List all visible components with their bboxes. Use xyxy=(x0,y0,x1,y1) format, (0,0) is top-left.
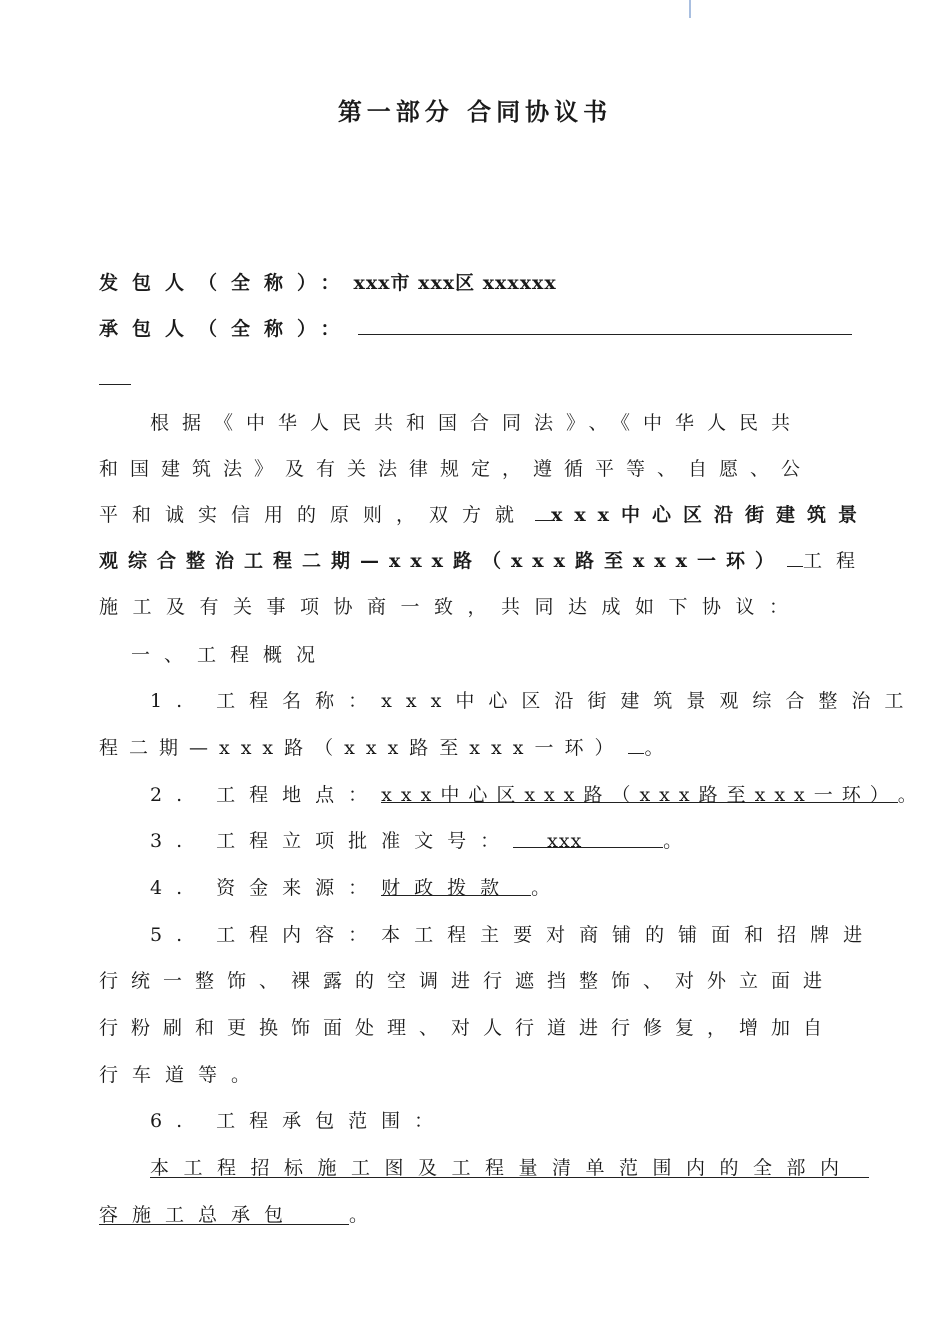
item-content-value: 行粉刷和更换饰面处理、对人行道进行修复，增加自 xyxy=(99,1017,836,1039)
period: 。 xyxy=(663,830,683,852)
intro-word: 工程 xyxy=(802,550,869,572)
period: 。 xyxy=(644,737,664,759)
item-location-value-field xyxy=(381,780,898,806)
item-content-line-1 xyxy=(150,920,877,950)
item-scope-label: 6. 工程承包范围： xyxy=(150,1110,448,1132)
item-name-label: 1. 工程名称： xyxy=(150,690,382,712)
item-content-line-4 xyxy=(99,1060,869,1090)
item-approval-label: 3. 工程立项批准文号： xyxy=(150,830,514,852)
employer-line xyxy=(99,268,869,298)
item-content-value: 行车道等。 xyxy=(99,1064,265,1086)
employer-label: 发包人（全称）： xyxy=(99,272,354,294)
item-location-line xyxy=(150,780,917,810)
intro-text: 施工及有关事项协商一致，共同达成如下协议： xyxy=(99,596,803,618)
item-content-value: 行统一整饰、裸露的空调进行遮挡整饰、对外立面进 xyxy=(99,970,836,992)
item-scope-value-cont: 容施工总承包 xyxy=(99,1204,298,1226)
item-scope-value-line-1 xyxy=(150,1153,869,1183)
contractor-line xyxy=(99,314,869,344)
blank-suffix xyxy=(787,552,803,567)
item-content-label: 5. 工程内容： xyxy=(150,924,382,946)
section-title: 一、工程概况 xyxy=(131,644,330,666)
blank-prefix xyxy=(535,506,551,521)
item-content-line-2 xyxy=(99,966,869,996)
contractor-blank-continuation xyxy=(99,366,131,385)
item-fund-value-field xyxy=(381,873,531,899)
item-name-line-1 xyxy=(150,686,918,716)
item-name-line-2 xyxy=(99,733,869,763)
item-scope-value-line-2 xyxy=(99,1200,869,1230)
intro-line-2 xyxy=(99,454,869,484)
item-approval-value: xxx xyxy=(547,830,583,852)
item-fund-line xyxy=(150,873,869,903)
contractor-label: 承包人（全称）： xyxy=(99,318,354,340)
project-name-part-2: 观综合整治工程二期—xxx路（xxx路至xxx一环） xyxy=(99,550,784,572)
intro-text: 根据《中华人民共和国合同法》、《中华人民共 xyxy=(150,412,804,434)
employer-value: xxx市 xxx区 xxxxxx xyxy=(353,272,557,294)
item-name-blank xyxy=(628,739,644,754)
intro-line-5 xyxy=(99,592,869,622)
item-content-line-3 xyxy=(99,1013,869,1043)
intro-text: 平和诚实信用的原则，双方就 xyxy=(99,504,529,526)
item-approval-line xyxy=(150,826,869,856)
project-name-part-1: xxx中心区沿街建筑景 xyxy=(551,504,869,526)
period: 。 xyxy=(897,784,917,806)
item-scope-line xyxy=(150,1106,869,1136)
item-location-value: xxx中心区xxx路（xxx路至xxx一环） xyxy=(381,784,898,806)
item-name-value-cont: 程二期—xxx路（xxx路至xxx一环） xyxy=(99,737,625,759)
page-title: 第一部分 合同协议书 xyxy=(337,97,613,126)
item-scope-value: 本工程招标施工图及工程量清单范围内的全部内 xyxy=(150,1157,854,1179)
item-scope-value-field xyxy=(150,1153,869,1178)
intro-line-1 xyxy=(150,408,869,438)
item-scope-value-field-cont xyxy=(99,1200,349,1225)
item-location-label: 2. 工程地点： xyxy=(150,784,382,806)
item-fund-value: 财政拨款 xyxy=(381,877,514,899)
intro-text-tail xyxy=(787,546,869,576)
period: 。 xyxy=(531,877,551,899)
item-content-value: 本工程主要对商铺的铺面和招牌进 xyxy=(381,924,877,946)
contractor-blank xyxy=(358,316,852,335)
item-approval-value-field xyxy=(513,826,663,852)
item-name-value: xxx中心区沿街建筑景观综合整治工 xyxy=(381,690,918,712)
section-heading xyxy=(131,640,901,670)
project-name-bold xyxy=(535,500,869,530)
intro-line-3 xyxy=(99,500,869,530)
period: 。 xyxy=(349,1204,369,1226)
intro-text: 和国建筑法》及有关法律规定，遵循平等、自愿、公 xyxy=(99,458,813,480)
item-fund-label: 4. 资金来源： xyxy=(150,877,382,899)
intro-line-4 xyxy=(99,546,869,576)
page-corner-mark xyxy=(689,0,691,18)
